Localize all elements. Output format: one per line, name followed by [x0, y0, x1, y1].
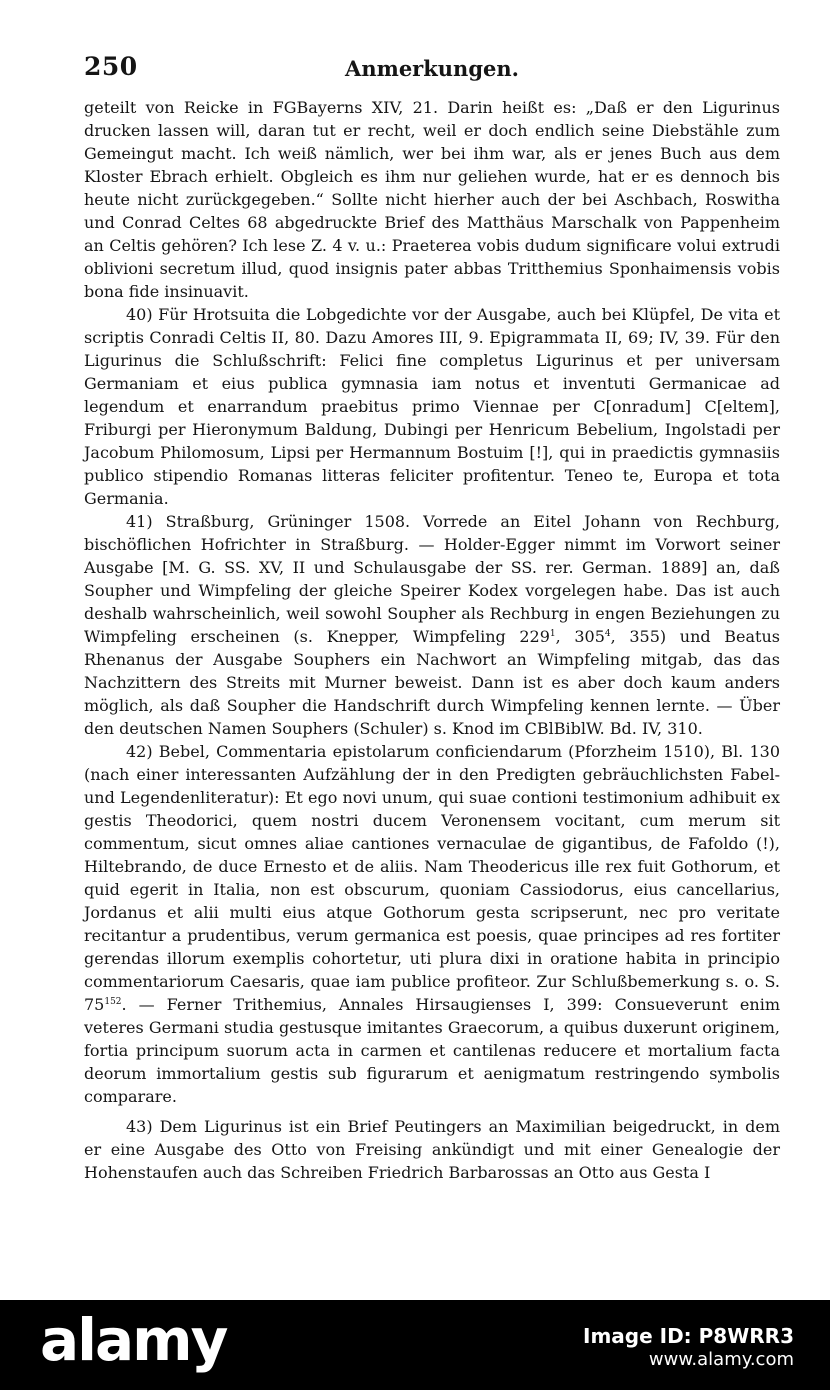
note-41-sup-1: 1: [549, 629, 556, 639]
note-41: [84, 510, 780, 740]
note-41-text-a: 41) Straßburg, Grüninger 1508. Vorrede an Eitel Johann von Rechburg, bischöflichen Hofrichter in Straßburg. — Holder-Egger nimmt im Vorwort seiner Ausgabe [M. G. SS. XV, II und Schulausgabe der SS. rer. German. 1889] an, daß Soupher und Wimpfeling der gleiche Speirer Kodex vorgelegen habe. Das ist auch deshalb wahrscheinlich, weil sowohl Soupher als Rechburg in engen Beziehungen zu Wimpfeling erscheinen (s. Knepper, Wimpfeling 229: [84, 512, 780, 646]
note-42-text-b: . — Ferner Trithemius, Annales Hirsaugienses I, 399: Consueverunt enim veteres Germani studia gestusque imitantes Graecorum, a quibus duxerunt originem, fortia principum suorum acta in carmen et cantilenas reducere et mortalium facta deorum immortalium gestis sub figurarum et aenigmatum restringendo symbolis comparare.: [84, 995, 780, 1106]
page-header: [84, 52, 780, 86]
note-42: [84, 740, 780, 1108]
continued-paragraph: geteilt von Reicke in FGBayerns XIV, 21. Darin heißt es: „Daß er den Ligurinus drucken lassen will, daran tut er recht, weil er doch endlich seine Diebstähle zum Gemeingut macht. Ich weiß nämlich, wer bei ihm war, als er jenes Buch aus dem Kloster Ebrach erhielt. Obgleich es ihm nur geliehen wurde, hat er es dennoch bis heute nicht zurückgegeben.“ Sollte nicht hierher auch der bei Aschbach, Roswitha und Conrad Celtes 68 abgedruckte Brief des Matthäus Marschalk von Pappenheim an Celtis gehören? Ich lese Z. 4 v. u.: Praeterea vobis dudum significare volui extrudi oblivioni secretum illud, quod insignis pater abbas Tritthemius Sponhaimensis vobis bona fide insinuavit.: [84, 98, 780, 301]
note-41-text-c: , 355) und Beatus Rhenanus der Ausgabe Souphers ein Nachwort an Wimpfeling mitgab, das das Nachzittern des Streits mit Murner beweist. Dann ist es aber doch kaum anders möglich, als daß Soupher die Handschrift durch Wimpfeling kennen lernte. — Über den deutschen Namen Souphers (Schuler) s. Knod im CBlBiblW. Bd. IV, 310.: [84, 627, 781, 738]
brand-logo: alamy: [40, 1306, 227, 1374]
note-42-text-a: 42) Bebel, Commentaria epistolarum conficiendarum (Pforzheim 1510), Bl. 130 (nach einer interessanten Aufzählung der in den Predigten gebräuchlichsten Fabel- und Legendenliteratur): Et ego novi unum, qui suae contioni testimonium adhibuit ex gestis Theodorici, quem nostri ducem Veronensem vocitant, cum merum sit commentum, sicut omnes aliae cantiones vernaculae de gigantibus, de Fafoldo (!), Hiltebrando, de duce Ernesto et de aliis. Nam Theodericus ille rex fuit Gothorum, et quid egerit in Italia, non est obscurum, quoniam Cassiodorus, eius cancellarius, Jordanus et alii multi eius atque Gothorum gesta scripserunt, nec pro veritate recitantur a prudentibus, verum germanica est poesis, quae principes ad res fortiter gerendas illorum exemplis cohortetur, uti plura dixi in oratione habita in principio commentariorum Caesaris, quae iam publice profiteor. Zur Schlußbemerkung s. o. S. 75: [84, 742, 780, 1014]
page-body: [84, 96, 780, 1184]
note-41-text-b: , 305: [555, 627, 605, 646]
note-40: 40) Für Hrotsuita die Lobgedichte vor der Ausgabe, auch bei Klüpfel, De vita et scriptis Conradi Celtis II, 80. Dazu Amores III, 9. Epigrammata II, 69; IV, 39. Für den Ligurinus die Schlußschrift: Felici fine completus Ligurinus et per universam Germaniam et eius publica gymnasia iam notus et inventuti Germanicae ad legendum et enarrandum praebitus primo Viennae per C[onradum] C[eltem], Friburgi per Hieronymum Baldung, Dubingi per Henricum Bebelium, Ingolstadi per Jacobum Philomosum, Lipsi per Hermannum Bostuim [!], qui in praedictis gymnasiis publico stipendio Romanas litteras feliciter profitentur. Teneo te, Europa et tota Germania.: [84, 305, 780, 508]
note-41-sup-2: 4: [604, 629, 611, 639]
website-url: www.alamy.com: [648, 1349, 794, 1370]
note-42-sup: 152: [104, 997, 122, 1007]
running-title: Anmerkungen.: [345, 56, 519, 81]
image-id: Image ID: P8WRR3: [583, 1324, 794, 1348]
stock-info: [583, 1324, 794, 1372]
stock-footer-bar: [0, 1300, 830, 1390]
note-43: 43) Dem Ligurinus ist ein Brief Peutingers an Maximilian beigedruckt, in dem er eine Ausgabe des Otto von Freising ankündigt und mit einer Genealogie der Hohenstaufen auch das Schreiben Friedrich Barbarossas an Otto aus Gesta I: [84, 1117, 780, 1182]
page-number: 250: [84, 52, 138, 81]
